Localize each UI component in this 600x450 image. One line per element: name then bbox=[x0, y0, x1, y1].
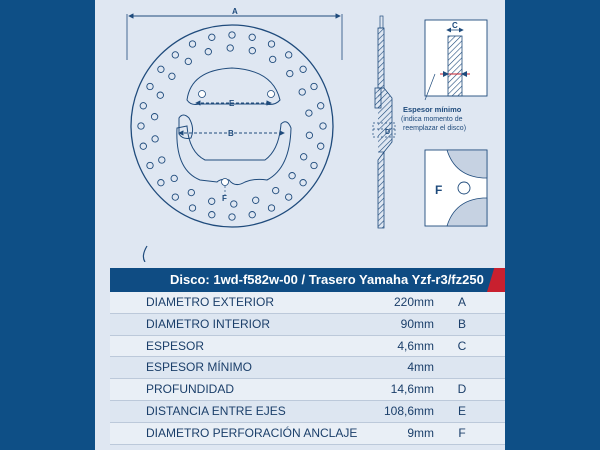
callout-note-line-2: reemplazar el disco) bbox=[403, 125, 467, 132]
thickness-detail bbox=[425, 20, 487, 96]
vent-hole bbox=[157, 92, 163, 98]
spec-table-title-text: Disco: 1wd-f582w-00 / Trasero Yamaha Yzf-r3/fz250 bbox=[170, 272, 484, 287]
vent-hole bbox=[188, 189, 194, 195]
spec-value: 9mm bbox=[407, 425, 434, 440]
vent-hole bbox=[151, 114, 157, 120]
vent-hole bbox=[147, 162, 153, 168]
decorative-swash bbox=[143, 246, 147, 262]
right-band bbox=[505, 0, 600, 450]
vent-hole bbox=[320, 123, 326, 129]
dimension-b bbox=[179, 129, 284, 138]
vent-hole bbox=[189, 205, 195, 211]
spec-key: B bbox=[457, 316, 466, 331]
spec-row bbox=[110, 336, 505, 358]
vent-hole bbox=[249, 212, 255, 218]
spec-key: E bbox=[457, 403, 466, 418]
vent-hole bbox=[286, 194, 292, 200]
vent-hole bbox=[159, 157, 165, 163]
spec-label: DIAMETRO INTERIOR bbox=[146, 316, 271, 331]
disc-technical-drawing bbox=[95, 0, 505, 262]
vent-hole bbox=[301, 154, 307, 160]
vent-hole bbox=[318, 143, 324, 149]
dim-label-f-front: F bbox=[222, 194, 227, 203]
vent-hole bbox=[229, 214, 235, 220]
spec-label: DIAMETRO EXTERIOR bbox=[146, 295, 275, 309]
spec-label: PROFUNDIDAD bbox=[146, 382, 235, 397]
vent-hole bbox=[152, 136, 158, 142]
spec-row bbox=[110, 357, 505, 379]
vent-hole bbox=[311, 162, 317, 168]
vent-hole bbox=[205, 49, 211, 55]
vent-hole bbox=[140, 103, 146, 109]
vent-hole bbox=[229, 32, 235, 38]
vent-hole bbox=[172, 194, 178, 200]
spec-panel bbox=[95, 0, 505, 450]
left-band bbox=[0, 0, 95, 450]
vent-hole bbox=[318, 103, 324, 109]
spec-label: ESPESOR MÍNIMO bbox=[146, 360, 253, 375]
spec-label: DISTANCIA ENTRE EJES bbox=[146, 403, 286, 418]
spec-value: 108,6mm bbox=[383, 403, 434, 418]
spec-value: 220mm bbox=[393, 295, 434, 309]
spec-row bbox=[110, 401, 505, 423]
dim-label-d: D bbox=[385, 129, 391, 136]
disc-front-view bbox=[131, 25, 333, 227]
vent-hole bbox=[185, 58, 191, 64]
spec-label: ESPESOR bbox=[146, 338, 205, 353]
vent-hole bbox=[171, 175, 177, 181]
vent-hole bbox=[209, 212, 215, 218]
disc-holes bbox=[138, 32, 326, 220]
dim-label-a: A bbox=[232, 7, 238, 16]
spec-key: A bbox=[457, 295, 466, 309]
spec-value: 4mm bbox=[407, 360, 434, 375]
vent-hole bbox=[209, 34, 215, 40]
vent-hole bbox=[273, 187, 279, 193]
vent-hole bbox=[138, 123, 144, 129]
vent-hole bbox=[158, 180, 164, 186]
spec-key: D bbox=[457, 382, 467, 397]
vent-hole bbox=[311, 83, 317, 89]
vent-hole bbox=[189, 41, 195, 47]
vent-hole bbox=[158, 66, 164, 72]
spec-label: DIAMETRO PERFORACIÓN ANCLAJE bbox=[146, 425, 358, 440]
dim-label-b: B bbox=[228, 129, 234, 138]
vent-hole bbox=[169, 73, 175, 79]
title-accent bbox=[487, 268, 505, 292]
spec-row bbox=[110, 379, 505, 401]
callout-note-line-1: (indica momento de bbox=[401, 116, 463, 123]
vent-hole bbox=[249, 34, 255, 40]
vent-hole bbox=[289, 173, 295, 179]
spec-key: F bbox=[458, 425, 466, 440]
vent-hole bbox=[286, 52, 292, 58]
dim-label-c: C bbox=[452, 21, 458, 30]
vent-hole bbox=[231, 201, 237, 207]
vent-hole bbox=[140, 143, 146, 149]
dim-label-f-detail: F bbox=[435, 183, 443, 197]
vent-hole bbox=[172, 52, 178, 58]
spec-value: 4,6mm bbox=[397, 338, 434, 353]
vent-hole bbox=[209, 198, 215, 204]
vent-hole bbox=[300, 66, 306, 72]
vent-hole bbox=[270, 56, 276, 62]
vent-hole bbox=[249, 48, 255, 54]
vent-hole bbox=[287, 70, 293, 76]
spec-row bbox=[110, 314, 505, 336]
spec-table-rows bbox=[110, 292, 505, 445]
vent-hole bbox=[147, 83, 153, 89]
vent-hole bbox=[300, 180, 306, 186]
callout-title: Espesor mínimo bbox=[403, 105, 462, 114]
vent-hole bbox=[268, 205, 274, 211]
spec-table-title bbox=[110, 268, 505, 292]
spec-row bbox=[110, 423, 505, 445]
spec-value: 14,6mm bbox=[390, 382, 434, 397]
spec-key: C bbox=[457, 338, 467, 353]
vent-hole bbox=[299, 89, 305, 95]
spec-value: 90mm bbox=[400, 316, 434, 331]
dim-label-e: E bbox=[229, 99, 235, 108]
vent-hole bbox=[268, 41, 274, 47]
mounting-hole-detail bbox=[425, 150, 487, 226]
vent-hole bbox=[227, 45, 233, 51]
vent-hole bbox=[306, 132, 312, 138]
disc-side-profile bbox=[373, 16, 395, 228]
spec-row bbox=[110, 292, 505, 314]
vent-hole bbox=[253, 197, 259, 203]
vent-hole bbox=[306, 110, 312, 116]
dimension-f-front bbox=[222, 186, 227, 203]
spec-table bbox=[110, 268, 505, 450]
